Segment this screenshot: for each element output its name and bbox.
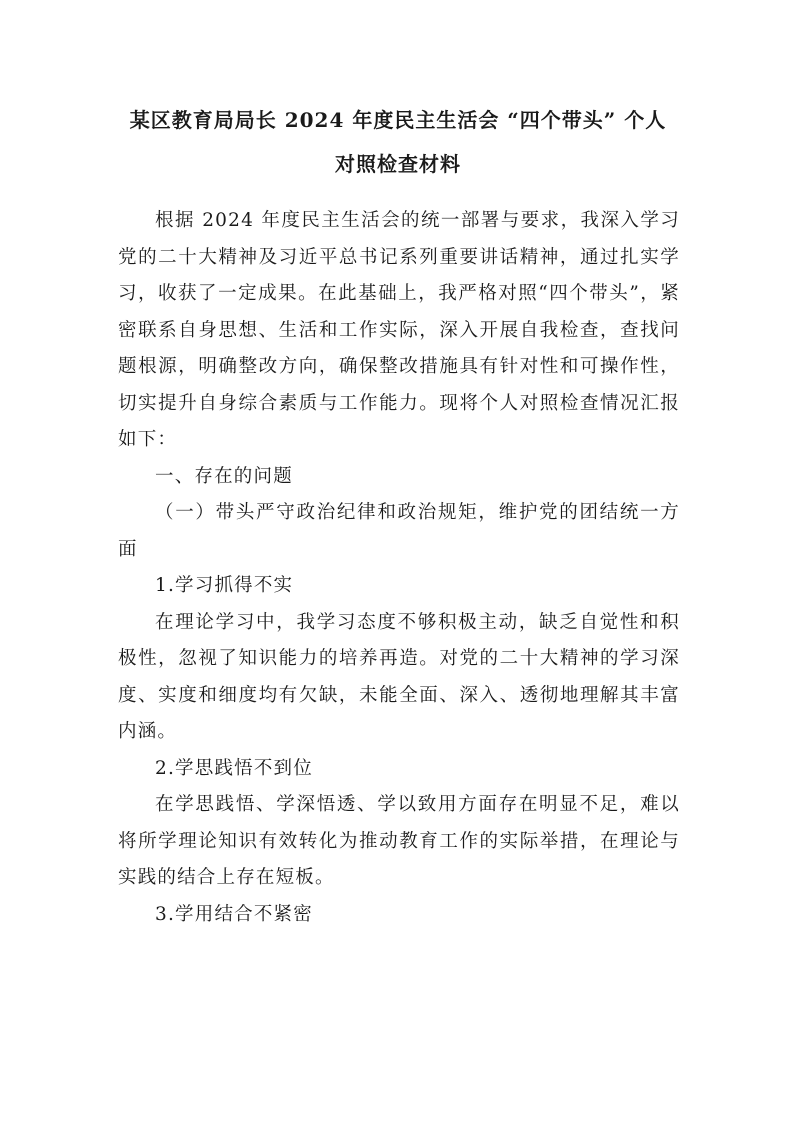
item-heading-2: 2.学思践悟不到位 — [155, 757, 313, 779]
document-body — [118, 203, 680, 933]
intro-paragraph: 根据 2024 年度民主生活会的统一部署与要求，我深入学习党的二十大精神及习近平总书记系列重要讲话精神，通过扎实学习，收获了一定成果。在此基础上，我严格对照“四个带头”，紧密联系自身思想、生活和工作实际，深入开展自我检查，查找问题根源，明确整改方向，确保整改措施具有针对性和可操作性，切实提升自身综合素质与工作能力。现将个人对照检查情况汇报如下： — [118, 210, 680, 450]
item-heading-1: 1.学习抓得不实 — [155, 575, 294, 596]
item-paragraph-1: 在理论学习中，我学习态度不够积极主动，缺乏自觉性和积极性，忽视了知识能力的培养再造。对党的二十大精神的学习深度、实度和细度均有欠缺，未能全面、深入、透彻地理解其丰富内涵。 — [118, 611, 680, 742]
section-heading-problems: 一、存在的问题 — [155, 465, 293, 487]
subsection-heading-1: （一）带头严守政治纪律和政治规矩，维护党的团结统一方面 — [118, 502, 680, 560]
document-title-line-2: 对照检查材料 — [335, 152, 461, 176]
item-paragraph-2: 在学思践悟、学深悟透、学以致用方面存在明显不足，难以将所学理论知识有效转化为推动教育工作的实际举措，在理论与实践的结合上存在短板。 — [118, 794, 680, 888]
document-title-line-1: 某区教育局局长 2024 年度民主生活会 “四个带头” 个人 — [129, 108, 667, 132]
item-heading-3: 3.学用结合不紧密 — [155, 903, 313, 925]
